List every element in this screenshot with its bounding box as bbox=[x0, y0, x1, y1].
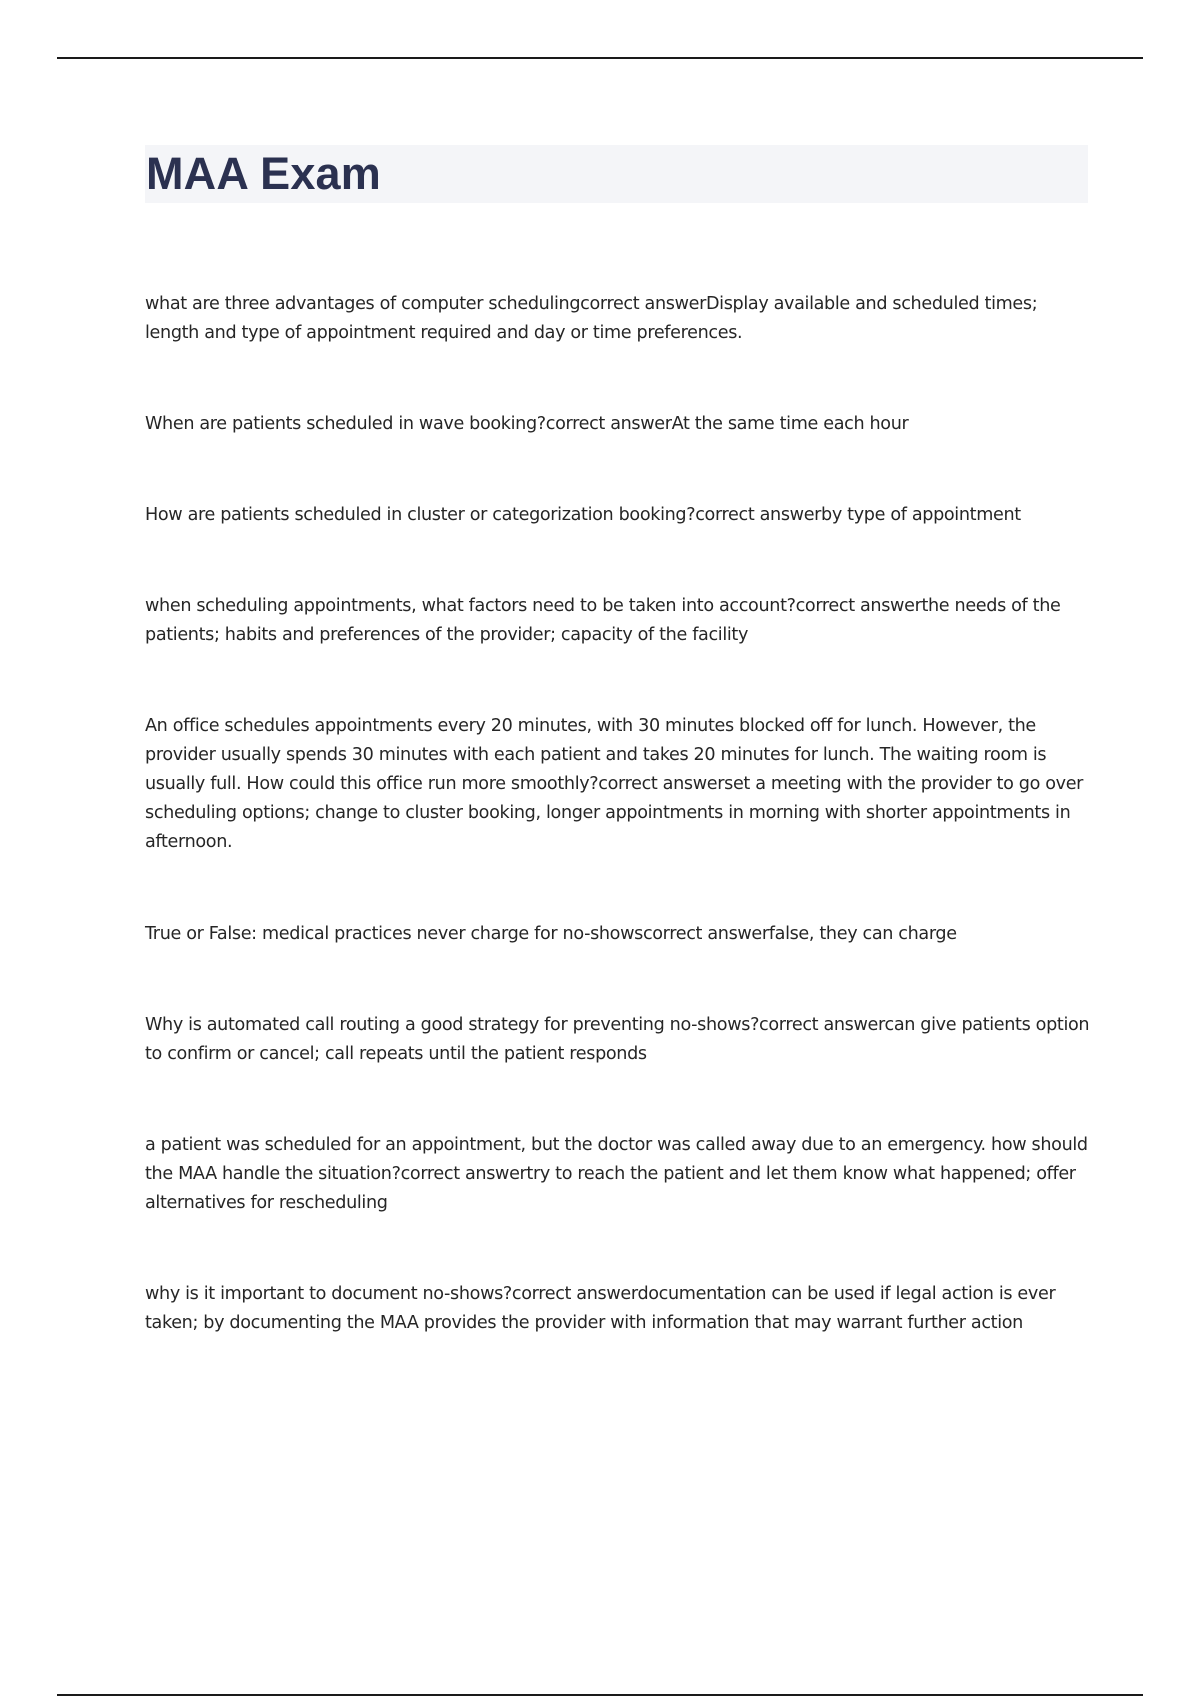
qa-entry-7: Why is automated call routing a good strategy for preventing no-shows?correct answercan give patients option to confirm or cancel; call repeats until the patient responds bbox=[145, 1015, 1090, 1064]
qa-entry-8: a patient was scheduled for an appointment, but the doctor was called away due to an emergency. how should the MAA handle the situation?correct answertry to reach the patient and let them know what happened; offer alternatives for rescheduling bbox=[145, 1135, 1088, 1213]
qa-entry-1: what are three advantages of computer schedulingcorrect answerDisplay available and scheduled times; length and type of appointment required and day or time preferences. bbox=[145, 294, 1038, 343]
qa-entry-4: when scheduling appointments, what factors need to be taken into account?correct answerthe needs of the patients; habits and preferences of the provider; capacity of the facility bbox=[145, 596, 1061, 645]
bottom-rule bbox=[57, 1694, 1143, 1696]
qa-entry-2: When are patients scheduled in wave booking?correct answerAt the same time each hour bbox=[145, 414, 909, 434]
qa-entry-5: An office schedules appointments every 20 minutes, with 30 minutes blocked off for lunch. However, the provider usually spends 30 minutes with each patient and takes 20 minutes for lunch. The waiting room is usually full. How could this office run more smoothly?correct answerset a meeting with the provider to go over scheduling options; change to cluster booking, longer appointments in morning with shorter appointments in afternoon. bbox=[145, 716, 1084, 852]
qa-entry-6: True or False: medical practices never charge for no-showscorrect answerfalse, they can charge bbox=[145, 924, 957, 944]
qa-entry-9: why is it important to document no-shows?correct answerdocumentation can be used if legal action is ever taken; by documenting the MAA provides the provider with information that may warrant further action bbox=[145, 1284, 1056, 1333]
qa-entry-3: How are patients scheduled in cluster or categorization booking?correct answerby type of appointment bbox=[145, 505, 1021, 525]
page-title: MAA Exam bbox=[146, 148, 381, 199]
top-rule bbox=[57, 57, 1143, 59]
